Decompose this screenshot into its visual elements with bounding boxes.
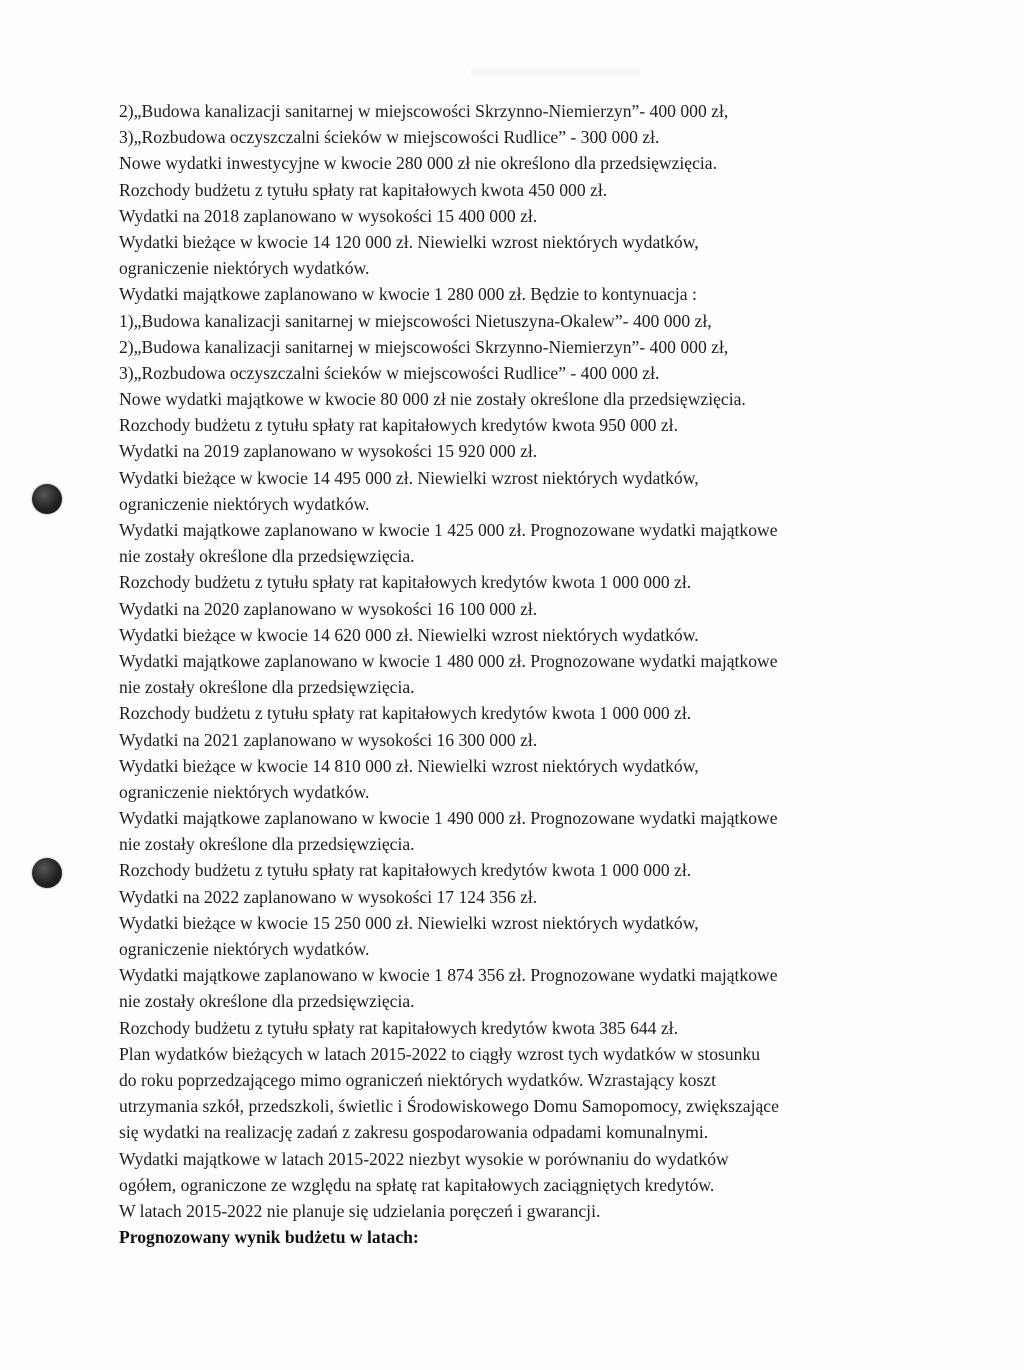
- text-line: nie zostały określone dla przedsięwzięcia.: [119, 677, 415, 698]
- text-line: Wydatki bieżące w kwocie 14 620 000 zł. Niewielki wzrost niektórych wydatków.: [119, 624, 699, 645]
- text-line: Wydatki na 2022 zaplanowano w wysokości 17 124 356 zł.: [119, 886, 538, 907]
- text-line: Wydatki bieżące w kwocie 14 120 000 zł. Niewielki wzrost niektórych wydatków,: [119, 231, 699, 252]
- text-line: Wydatki bieżące w kwocie 14 495 000 zł. Niewielki wzrost niektórych wydatków,: [119, 467, 699, 488]
- text-line: Wydatki majątkowe zaplanowano w kwocie 1 874 356 zł. Prognozowane wydatki majątkowe: [119, 965, 778, 986]
- text-line: się wydatki na realizację zadań z zakresu gospodarowania odpadami komunalnymi.: [119, 1122, 709, 1143]
- text-line: ograniczenie niektórych wydatków.: [119, 939, 370, 959]
- text-line: 3)„Rozbudowa oczyszczalni ścieków w miejscowości Rudlice” - 400 000 zł.: [119, 362, 660, 383]
- punch-hole-top: [32, 484, 62, 514]
- text-line: Wydatki na 2020 zaplanowano w wysokości 16 100 000 zł.: [119, 598, 538, 619]
- text-line: Wydatki majątkowe zaplanowano w kwocie 1 280 000 zł. Będzie to kontynuacja :: [119, 284, 697, 305]
- text-line: Rozchody budżetu z tytułu spłaty rat kapitałowych kredytów kwota 1 000 000 zł.: [119, 572, 692, 593]
- text-line: nie zostały określone dla przedsięwzięcia.: [119, 991, 415, 1012]
- punch-hole-bottom: [32, 858, 62, 888]
- text-line: Wydatki na 2018 zaplanowano w wysokości 15 400 000 zł.: [119, 205, 538, 226]
- text-line: 1)„Budowa kanalizacji sanitarnej w miejscowości Nietuszyna-Okalew”- 400 000 zł,: [119, 310, 712, 331]
- text-line: Rozchody budżetu z tytułu spłaty rat kapitałowych kwota 450 000 zł.: [119, 179, 608, 200]
- text-line: Rozchody budżetu z tytułu spłaty rat kapitałowych kredytów kwota 385 644 zł.: [119, 1017, 678, 1038]
- text-line: ogółem, ograniczone ze względu na spłatę rat kapitałowych zaciągniętych kredytów.: [119, 1174, 715, 1195]
- text-line: Rozchody budżetu z tytułu spłaty rat kapitałowych kredytów kwota 1 000 000 zł.: [119, 860, 692, 881]
- text-line: ograniczenie niektórych wydatków.: [119, 258, 370, 279]
- text-line: ograniczenie niektórych wydatków.: [119, 493, 370, 514]
- text-line: utrzymania szkół, przedszkoli, świetlic i Środowiskowego Domu Samopomocy, zwiększające: [119, 1096, 779, 1117]
- text-line: Nowe wydatki inwestycyjne w kwocie 280 000 zł nie określono dla przedsięwzięcia.: [119, 153, 718, 174]
- text-line: Wydatki majątkowe zaplanowano w kwocie 1 490 000 zł. Prognozowane wydatki majątkowe: [119, 808, 778, 829]
- text-line: Wydatki na 2019 zaplanowano w wysokości 15 920 000 zł.: [119, 441, 538, 462]
- text-line: Rozchody budżetu z tytułu spłaty rat kapitałowych kredytów kwota 1 000 000 zł.: [119, 703, 692, 724]
- section-heading: Prognozowany wynik budżetu w latach:: [119, 1227, 419, 1248]
- text-line: Rozchody budżetu z tytułu spłaty rat kapitałowych kredytów kwota 950 000 zł.: [119, 415, 678, 436]
- text-line: ograniczenie niektórych wydatków.: [119, 781, 370, 802]
- text-line: 2)„Budowa kanalizacji sanitarnej w miejscowości Skrzynno-Niemierzyn”- 400 000 zł,: [119, 101, 729, 121]
- text-line: nie zostały określone dla przedsięwzięcia.: [119, 834, 415, 855]
- text-line: Plan wydatków bieżących w latach 2015-2022 to ciągły wzrost tych wydatków w stosunku: [119, 1043, 761, 1064]
- text-line: Wydatki majątkowe zaplanowano w kwocie 1 425 000 zł. Prognozowane wydatki majątkowe: [119, 520, 778, 540]
- text-line: do roku poprzedzającego mimo ograniczeń niektórych wydatków. Wzrastający koszt: [119, 1069, 716, 1090]
- text-line: nie zostały określone dla przedsięwzięcia.: [119, 546, 415, 567]
- scan-smudge: [470, 68, 640, 76]
- text-line: 2)„Budowa kanalizacji sanitarnej w miejscowości Skrzynno-Niemierzyn”- 400 000 zł,: [119, 336, 729, 357]
- text-line: Nowe wydatki majątkowe w kwocie 80 000 zł nie zostały określone dla przedsięwzięcia.: [119, 389, 746, 410]
- text-line: Wydatki bieżące w kwocie 14 810 000 zł. Niewielki wzrost niektórych wydatków,: [119, 755, 699, 776]
- text-line: Wydatki majątkowe zaplanowano w kwocie 1 480 000 zł. Prognozowane wydatki majątkowe: [119, 650, 778, 671]
- text-line: Wydatki majątkowe w latach 2015-2022 niezbyt wysokie w porównaniu do wydatków: [119, 1148, 729, 1169]
- text-line: Wydatki na 2021 zaplanowano w wysokości 16 300 000 zł.: [119, 729, 538, 750]
- text-line: W latach 2015-2022 nie planuje się udzielania poręczeń i gwarancji.: [119, 1200, 601, 1221]
- document-body: [119, 98, 919, 1250]
- text-line: Wydatki bieżące w kwocie 15 250 000 zł. Niewielki wzrost niektórych wydatków,: [119, 912, 699, 933]
- text-line: 3)„Rozbudowa oczyszczalni ścieków w miejscowości Rudlice” - 300 000 zł.: [119, 127, 660, 148]
